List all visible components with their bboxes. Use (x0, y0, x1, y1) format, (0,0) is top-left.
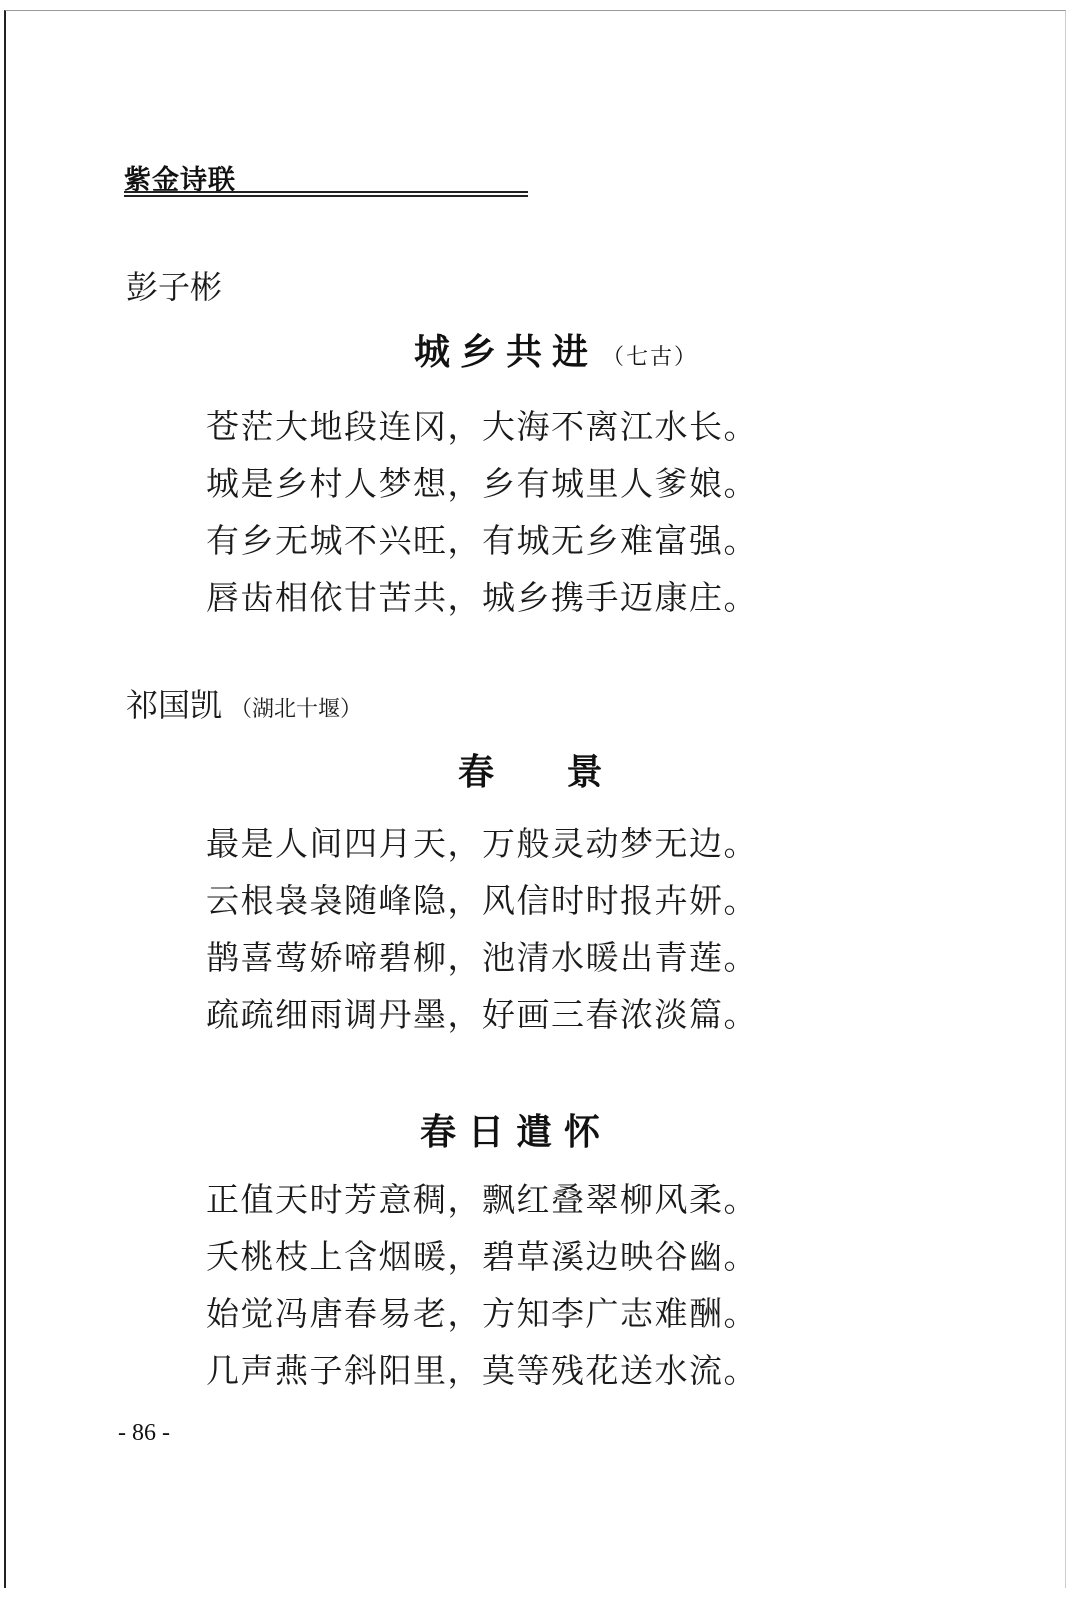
poem-line: 几声燕子斜阳里，莫等残花送水流。 (206, 1351, 758, 1390)
poem-line: 有乡无城不兴旺，有城无乡难富强。 (206, 521, 758, 560)
poem-title (458, 744, 633, 795)
title-text: 城乡共进 (414, 331, 599, 373)
poem-stanza (206, 1171, 758, 1399)
author-name: 彭子彬 (126, 268, 223, 306)
poem-title (420, 1104, 612, 1155)
header-rule (124, 191, 528, 197)
page-number: - 86 - (118, 1420, 170, 1446)
poem-line: 唇齿相依甘苦共，城乡携手迈康庄。 (206, 578, 758, 617)
poem-line: 云根袅袅随峰隐，风信时时报卉妍。 (206, 881, 758, 920)
poem-line: 始觉冯唐春易老，方知李广志难酬。 (206, 1294, 758, 1333)
author-name: 祁国凯 (126, 686, 223, 724)
running-header (124, 158, 528, 198)
poem-stanza (206, 815, 758, 1043)
poem-line: 夭桃枝上含烟暖，碧草溪边映谷幽。 (206, 1237, 758, 1276)
poem-title (414, 324, 698, 375)
poem-line: 疏疏细雨调丹墨，好画三春浓淡篇。 (206, 995, 758, 1034)
poem-line: 最是人间四月天，万般灵动梦无边。 (206, 824, 758, 863)
poem-author (126, 262, 222, 308)
poem-line: 城是乡村人梦想，乡有城里人爹娘。 (206, 464, 758, 503)
title-text: 春 景 (458, 751, 633, 793)
header-title: 紫金诗联 (124, 165, 236, 196)
poem-line: 鹊喜莺娇啼碧柳，池清水暖出青莲。 (206, 938, 758, 977)
poem-line: 正值天时芳意稠，飘红叠翠柳风柔。 (206, 1180, 758, 1219)
poem-stanza (206, 398, 758, 626)
author-location: （湖北十堰） (230, 697, 363, 722)
poem-line: 苍茫大地段连冈，大海不离江水长。 (206, 407, 758, 446)
title-text: 春日遣怀 (420, 1111, 613, 1153)
title-form-note: （七古） (602, 345, 699, 370)
poem-author (126, 680, 362, 726)
